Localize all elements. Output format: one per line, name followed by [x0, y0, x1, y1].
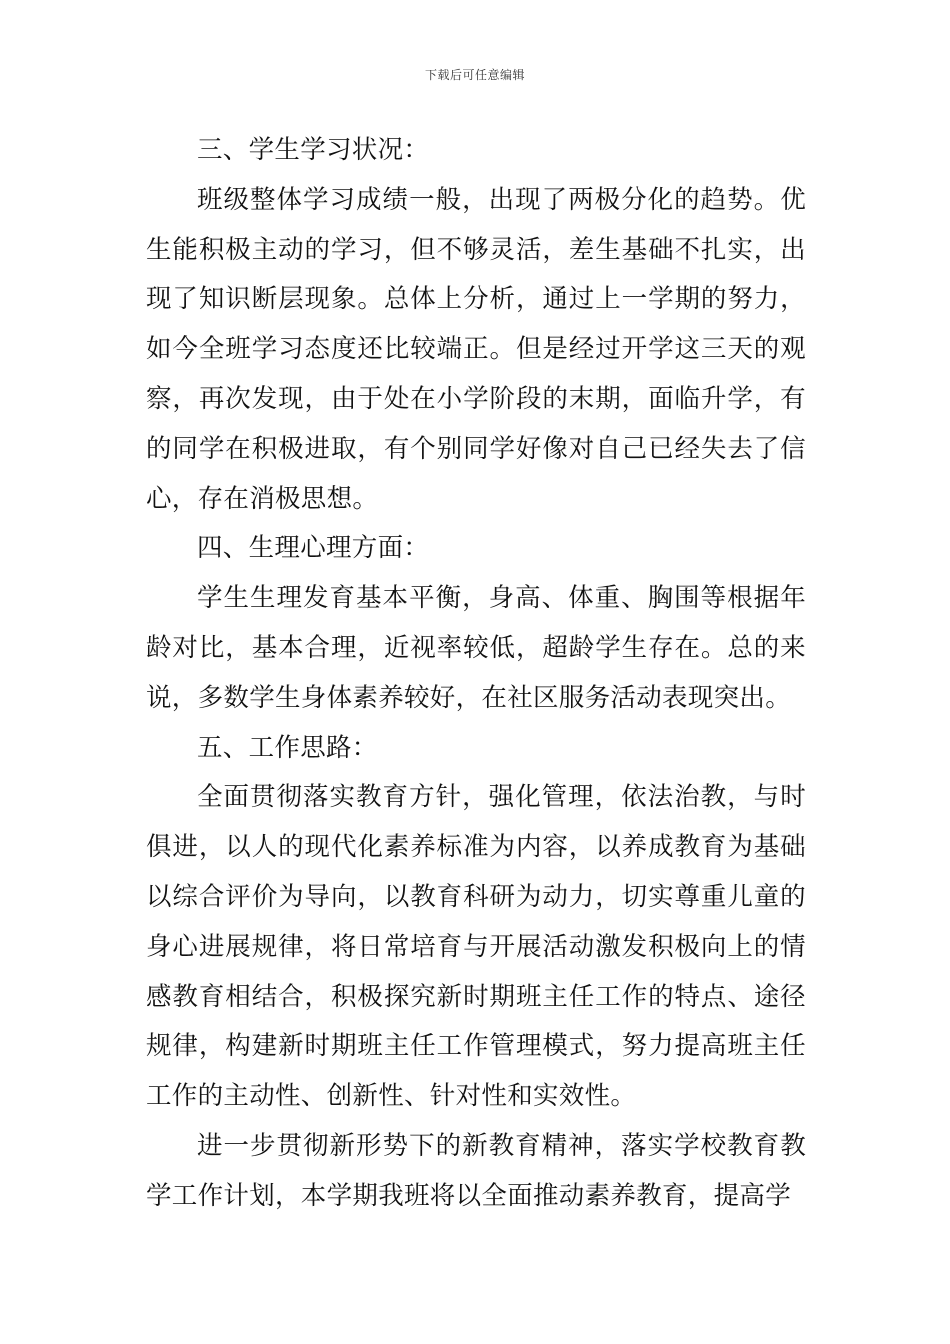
section-heading-physiology: 四、生理心理方面： [197, 533, 430, 564]
body-text [146, 126, 806, 1222]
paragraph-physiology: 学生生理发育基本平衡，身高、体重、胸围等根据年龄对比，基本合理，近视率较低，超龄学生存在。总的来说，多数学生身体素养较好，在社区服务活动表现突出。 [146, 583, 806, 713]
section-heading-study-status: 三、学生学习状况： [197, 135, 430, 165]
paragraph-study-status: 班级整体学习成绩一般，出现了两极分化的趋势。优生能积极主动的学习，但不够灵活，差生基础不扎实，出现了知识断层现象。总体上分析，通过上一学期的努力，如今全班学习态度还比较端正。但是经过开学这三天的观察，再次发现，由于处在小学阶段的末期，面临升学，有的同学在积极进取，有个别同学好像对自己已经失去了信心，存在消极思想。 [146, 184, 806, 514]
paragraph-work-ideas: 全面贯彻落实教育方针，强化管理，依法治教，与时俱进，以人的现代化素养标准为内容，以养成教育为基础以综合评价为导向，以教育科研为动力，切实尊重儿童的身心进展规律，将日常培育与开展活动激发积极向上的情感教育相结合，积极探究新时期班主任工作的特点、途径规律，构建新时期班主任工作管理模式，努力提高班主任工作的主动性、创新性、针对性和实效性。 [146, 782, 806, 1112]
paragraph-continuation: 进一步贯彻新形势下的新教育精神，落实学校教育教学工作计划，本学期我班将以全面推动素养教育，提高学 [146, 1130, 806, 1211]
header-note: 下载后可任意编辑 [424, 68, 525, 82]
section-heading-work-ideas: 五、工作思路： [197, 732, 378, 763]
